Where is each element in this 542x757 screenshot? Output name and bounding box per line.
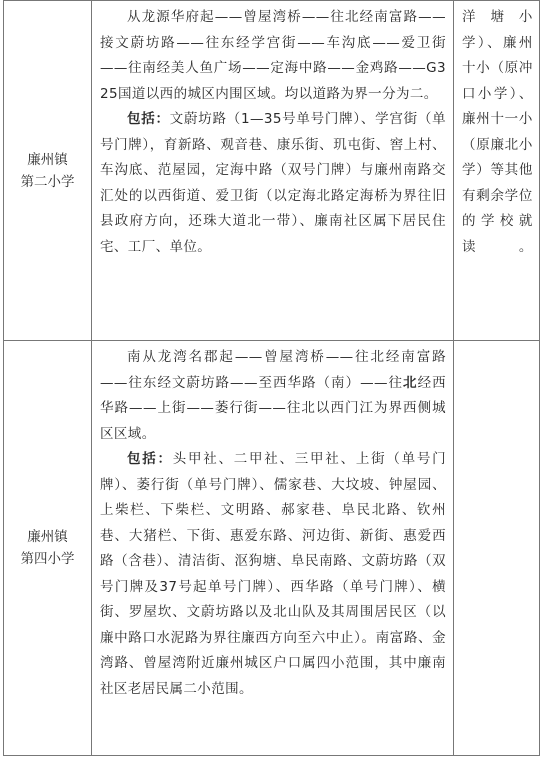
school-name-cell [4, 341, 92, 756]
zone-includes [100, 447, 446, 702]
zone-range-cell [92, 341, 454, 756]
school-name-line1: 廉州镇 [27, 151, 68, 168]
zone-boundary-text [100, 345, 446, 447]
zone-boundary-text: 从龙源华府起——曾屋湾桥——往北经南富路——接文蔚坊路——往东经学宫街——车沟底——爱卫街——往南经美人鱼广场——定海中路——金鸡路——G325国道以西的城区内围区域。均以道路为界一分为二。 [100, 9, 446, 102]
includes-label: 包括： [127, 451, 173, 467]
empty-remark-cell [454, 341, 540, 756]
school-name-line1: 廉州镇 [27, 529, 68, 545]
includes-label: 包括： [127, 111, 170, 127]
remark-text: 洋塘小学）、廉州十小（原冲口小学）、廉州十一小（原廉北小学）等其他有剩余学位的学校就读。 [462, 9, 533, 255]
school-name-line2: 第二小学 [20, 173, 75, 190]
includes-text: 头甲社、二甲社、三甲社、上街（单号门牌）、萎行街（单号门牌）、儒家巷、大坟坡、钟屋园、上柴栏、下柴栏、文明路、郝家巷、阜民北路、钦州巷、大猪栏、下街、惠爱东路、河边街、新街、惠爱西路（含巷）、清洁街、沤狗塘、阜民南路、文蔚坊路（双号门牌及37号起单号门牌）、西华路（单号门牌）、横街、罗屋坎、文蔚坊路以及北山队及其周围居民区（以廉中路口水泥路为界往廉西方向至六中止）。南富路、金湾路、曾屋湾附近廉州城区户口属四小范围，其中廉南社区老居民属二小范围。 [100, 451, 446, 697]
boundary-part-1: 南从龙湾名郡起——曾屋湾桥——往北经南富路——往东经文蔚坊路——至西华路（南）——往 [100, 349, 446, 391]
remark-cell [454, 1, 540, 341]
includes-text: 文蔚坊路（1—35号单号门牌）、学宫街（单号门牌），育新路、观音巷、康乐街、玑屯街、窖上村、车沟底、范屋园，定海中路（双号门牌）与廉州南路交汇处的以西街道、爱卫街（以定海北路定海桥为界往旧县政府方向，还珠大道北一带）、廉南社区属下居民住宅、工厂、单位。 [100, 111, 446, 255]
school-zone-table [3, 0, 540, 756]
school-name-cell [4, 1, 92, 341]
table-row [4, 1, 540, 341]
boundary-bold-char: 北 [403, 374, 418, 391]
zone-range-cell [92, 1, 454, 341]
school-name-line2: 第四小学 [20, 551, 75, 567]
boundary-part-2: 经西华路——上街——萎行街——往北以西门江为界西侧城区区域。 [100, 374, 446, 442]
table-row [4, 341, 540, 756]
zone-includes [100, 107, 446, 260]
